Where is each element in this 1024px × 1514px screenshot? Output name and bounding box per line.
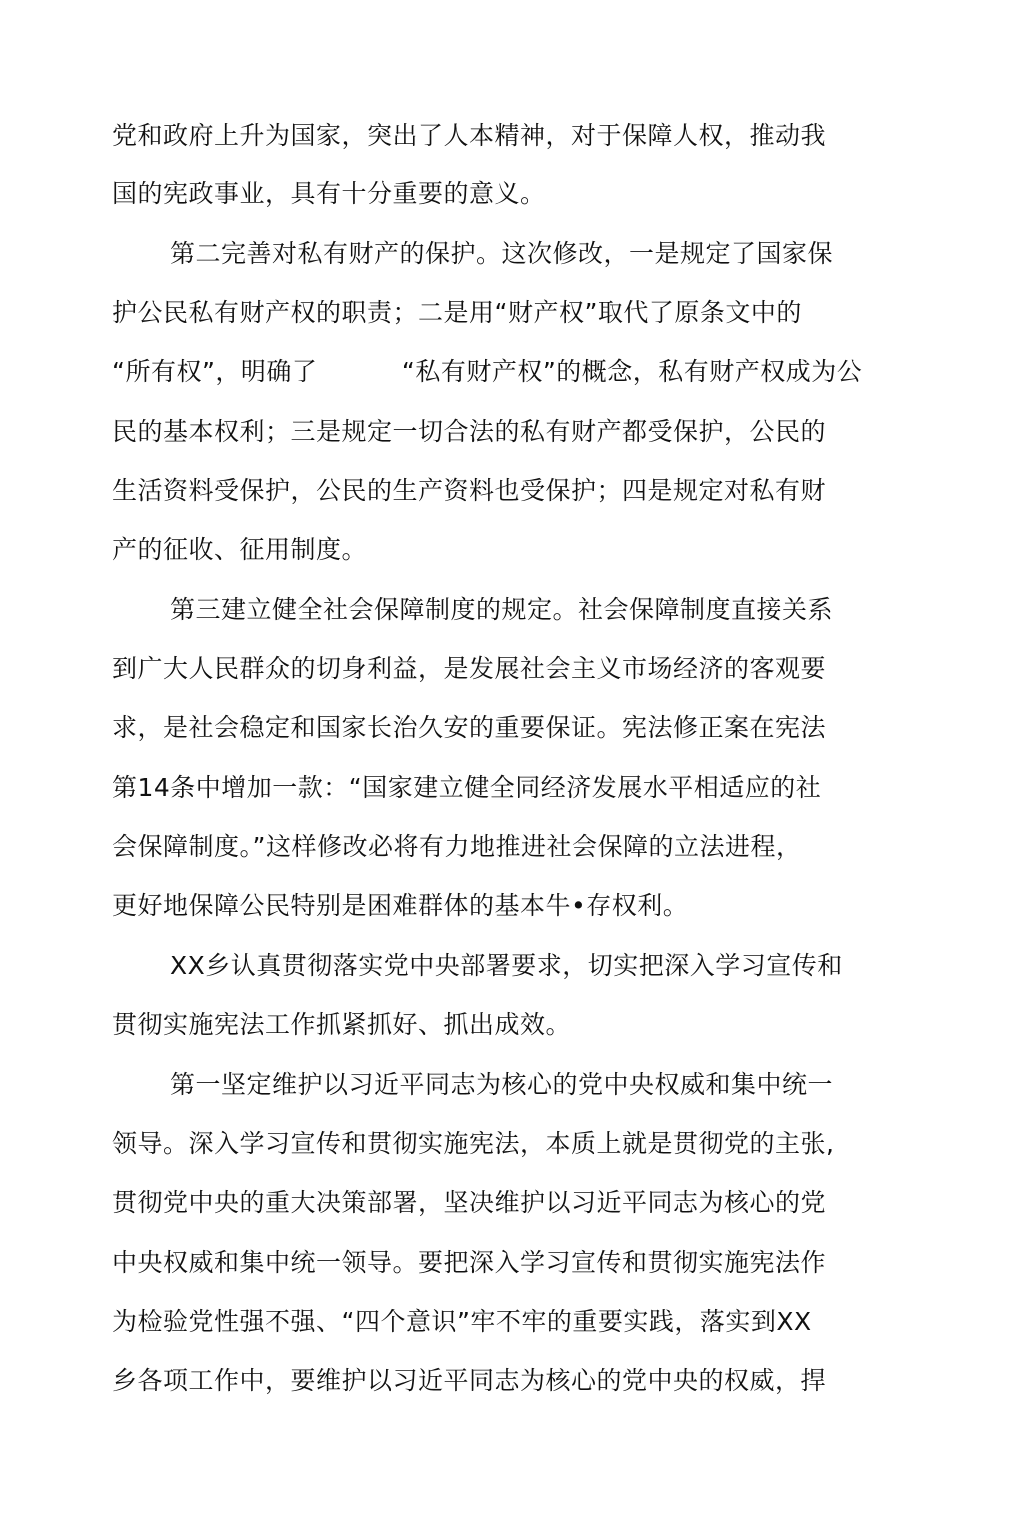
text-line: 贯彻实施宪法工作抓紧抓好、抓出成效。 (112, 1010, 572, 1039)
paragraph-start: 第一坚定维护以习近平同志为核心的党中央权威和集中统一 (170, 1070, 834, 1099)
text-line: 会保障制度。”这样修改必将有力地推进社会保障的立法进程， (112, 832, 802, 861)
text-line: 求，是社会稳定和国家长治久安的重要保证。宪法修正案在宪法 (112, 713, 827, 742)
text-line: 更好地保障公民特别是困难群体的基本牛•存权利。 (112, 891, 689, 920)
text-line: 到广大人民群众的切身利益，是发展社会主义市场经济的客观要 (112, 654, 827, 683)
text-line: 产的征收、征用制度。 (112, 535, 368, 564)
text-line: 党和政府上升为国家，突出了人本精神，对于保障人权，推动我 (112, 121, 827, 150)
text-line: 护公民私有财产权的职责；二是用“财产权”取代了原条文中的 (112, 298, 802, 327)
text-line: 为检验党性强不强、“四个意识”牢不牢的重要实践，落实到XX (112, 1307, 812, 1336)
text-line: 贯彻党中央的重大决策部署，坚决维护以习近平同志为核心的党 (112, 1188, 827, 1217)
text-line: 民的基本权利；三是规定一切合法的私有财产都受保护，公民的 (112, 417, 827, 446)
paragraph-start: 第二完善对私有财产的保护。这次修改，一是规定了国家保 (170, 239, 834, 268)
paragraph-start: XX乡认真贯彻落实党中央部署要求，切实把深入学习宣传和 (170, 951, 843, 980)
paragraph-start: 第三建立健全社会保障制度的规定。社会保障制度直接关系 (170, 595, 834, 624)
text-line: 中央权威和集中统一领导。要把深入学习宣传和贯彻实施宪法作 (112, 1248, 827, 1277)
text-line: 国的宪政事业，具有十分重要的意义。 (112, 179, 546, 208)
text-line: 第14条中增加一款：“国家建立健全同经济发展水平相适应的社 (112, 773, 822, 802)
text-line: 乡各项工作中，要维护以习近平同志为核心的党中央的权威，捍 (112, 1366, 827, 1395)
text-line: “所有权”，明确了 “私有财产权”的概念，私有财产权成为公 (112, 357, 863, 386)
text-line: 生活资料受保护，公民的生产资料也受保护；四是规定对私有财 (112, 476, 827, 505)
text-line: 领导。深入学习宣传和贯彻实施宪法，本质上就是贯彻党的主张, (112, 1129, 835, 1158)
